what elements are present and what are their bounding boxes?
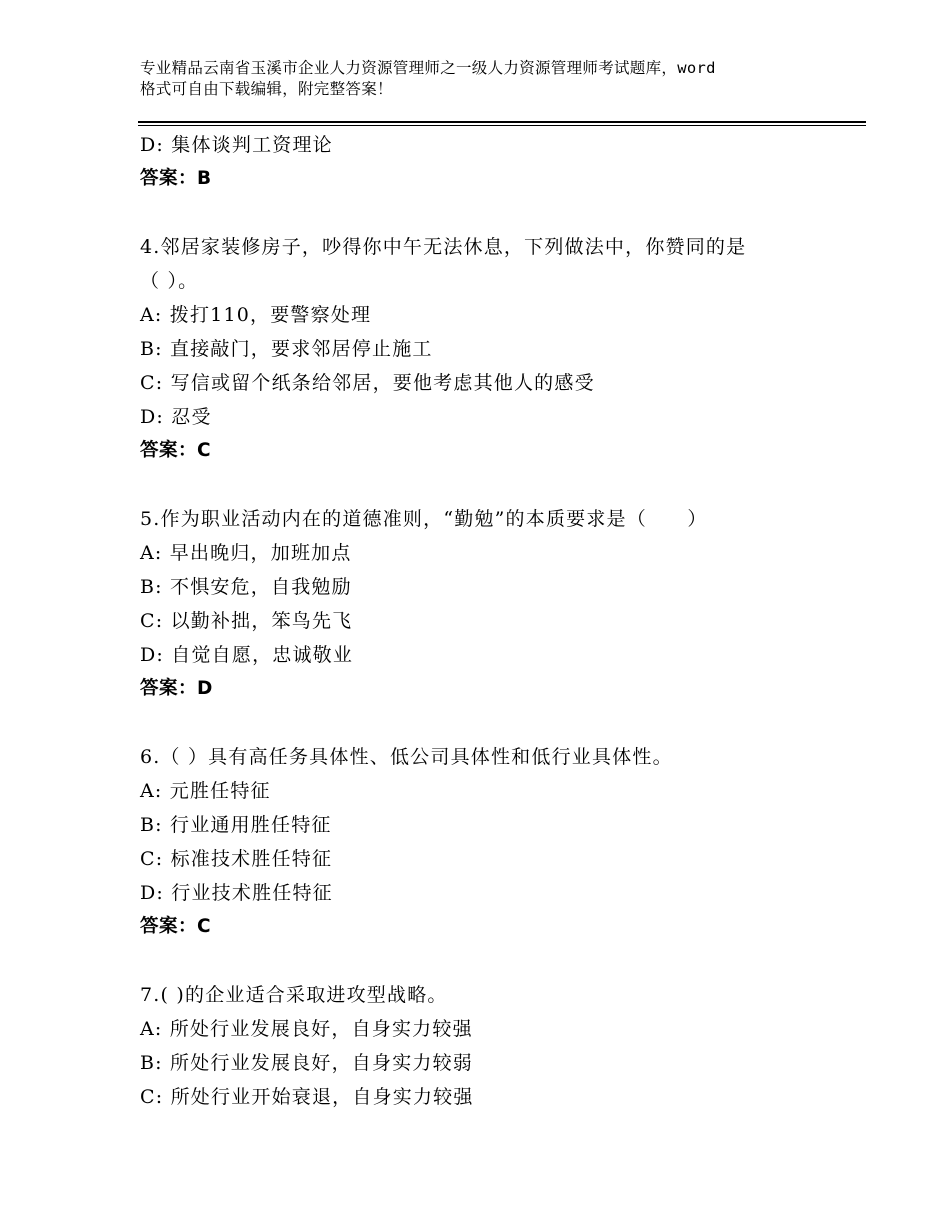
- header-line-1: 专业精品云南省玉溪市企业人力资源管理师之一级人力资源管理师考试题库，word: [140, 59, 716, 77]
- answer: 答案：C: [140, 916, 212, 937]
- header-rule-thin: [138, 125, 866, 126]
- option-a: A: 拨打110，要警察处理: [140, 304, 372, 326]
- option-a: A: 元胜任特征: [140, 780, 271, 802]
- option-d: D: 自觉自愿，忠诚敬业: [140, 644, 354, 666]
- option-b: B: 直接敲门，要求邻居停止施工: [140, 338, 433, 360]
- question-6: [140, 740, 840, 944]
- option-c: C: 标准技术胜任特征: [140, 848, 333, 870]
- header-line-2: 格式可自由下载编辑，附完整答案！: [140, 80, 393, 98]
- question-stem: 6.（ ）具有高任务具体性、低公司具体性和低行业具体性。: [140, 746, 673, 768]
- option-b: B: 行业通用胜任特征: [140, 814, 332, 836]
- prev-answer: 答案：B: [140, 168, 212, 189]
- question-5: [140, 502, 840, 706]
- option-d: D: 行业技术胜任特征: [140, 882, 333, 904]
- option-a: A: 所处行业发展良好，自身实力较强: [140, 1018, 473, 1040]
- option-c: C: 写信或留个纸条给邻居，要他考虑其他人的感受: [140, 372, 595, 394]
- question-stem-continued: （ ）。: [140, 270, 199, 292]
- document-header: [140, 58, 830, 100]
- question-stem: 4.邻居家装修房子，吵得你中午无法休息，下列做法中，你赞同的是: [140, 236, 747, 258]
- option-c: C: 以勤补拙，笨鸟先飞: [140, 610, 353, 632]
- option-b: B: 不惧安危，自我勉励: [140, 576, 352, 598]
- header-rule-thick: [138, 121, 866, 123]
- option-b: B: 所处行业发展良好，自身实力较弱: [140, 1052, 474, 1074]
- question-stem: 5.作为职业活动内在的道德准则，“勤勉”的本质要求是（ ）: [140, 508, 708, 530]
- option-d: D: 忍受: [140, 406, 212, 428]
- question-7: [140, 978, 840, 1114]
- question-list: [140, 128, 840, 1114]
- option-a: A: 早出晚归，加班加点: [140, 542, 352, 564]
- prev-option-d: D: 集体谈判工资理论: [140, 134, 333, 156]
- answer: 答案：D: [140, 678, 213, 699]
- answer: 答案：C: [140, 440, 212, 461]
- option-c: C: 所处行业开始衰退，自身实力较强: [140, 1086, 474, 1108]
- question-stem: 7.( )的企业适合采取进攻型战略。: [140, 984, 448, 1006]
- question-4: [140, 230, 840, 468]
